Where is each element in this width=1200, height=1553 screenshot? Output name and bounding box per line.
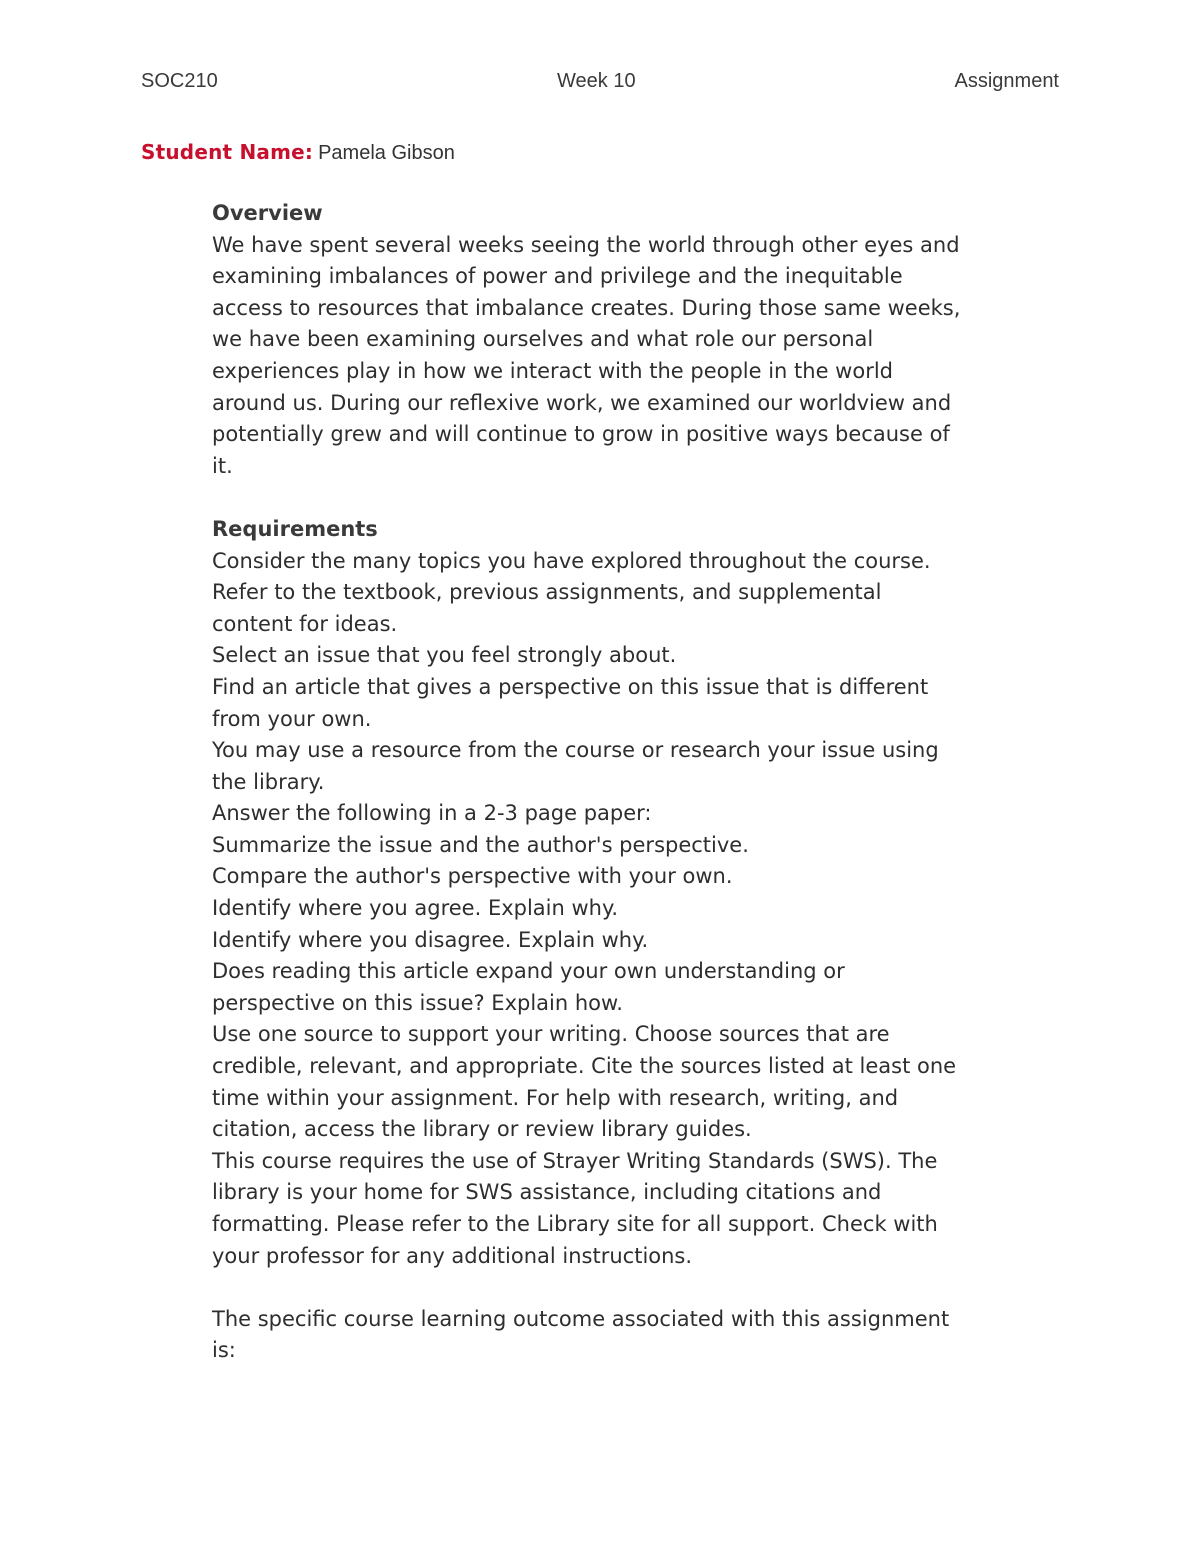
assignment-body xyxy=(212,198,1072,1367)
requirements-line: Answer the following in a 2-3 page paper: xyxy=(212,801,652,826)
requirements-line: Select an issue that you feel strongly about. xyxy=(212,643,677,668)
overview-line: it. xyxy=(212,453,233,478)
requirements-line: Identify where you agree. Explain why. xyxy=(212,896,619,921)
requirements-line: citation, access the library or review library guides. xyxy=(212,1117,752,1142)
requirements-line: perspective on this issue? Explain how. xyxy=(212,990,623,1015)
overview-heading: Overview xyxy=(212,201,323,225)
requirements-line: Use one source to support your writing. Choose sources that are xyxy=(212,1022,890,1047)
requirements-line: from your own. xyxy=(212,706,372,731)
student-name-value: Pamela Gibson xyxy=(318,142,455,164)
overview-line: we have been examining ourselves and what role our personal xyxy=(212,327,874,352)
header-week: Week 10 xyxy=(557,70,636,92)
requirements-line: This course requires the use of Strayer Writing Standards (SWS). The xyxy=(212,1148,938,1173)
header-doc-type: Assignment xyxy=(954,70,1059,92)
requirements-line: Refer to the textbook, previous assignments, and supplemental xyxy=(212,580,882,605)
page-header xyxy=(141,70,1059,98)
requirements-line: Identify where you disagree. Explain why. xyxy=(212,927,649,952)
requirements-line: the library. xyxy=(212,769,325,794)
learning-outcome-section xyxy=(212,1304,1072,1367)
requirements-line: formatting. Please refer to the Library site for all support. Check with xyxy=(212,1212,938,1236)
requirements-line: time within your assignment. For help with research, writing, and xyxy=(212,1085,899,1110)
overview-line: potentially grew and will continue to grow in positive ways because of xyxy=(212,422,950,447)
requirements-line: Consider the many topics you have explored throughout the course. xyxy=(212,548,931,573)
requirements-line: credible, relevant, and appropriate. Cite the sources listed at least one xyxy=(212,1054,957,1079)
outcome-line: The specific course learning outcome associated with this assignment xyxy=(212,1306,950,1331)
requirements-line: Does reading this article expand your own understanding or xyxy=(212,959,845,984)
requirements-line: library is your home for SWS assistance, including citations and xyxy=(212,1180,882,1205)
student-name-label: Student Name: xyxy=(141,140,314,164)
requirements-line: content for ideas. xyxy=(212,611,398,636)
section-spacer xyxy=(212,482,1072,514)
overview-section xyxy=(212,230,1072,483)
overview-line: examining imbalances of power and privilege and the inequitable xyxy=(212,264,903,289)
requirements-heading: Requirements xyxy=(212,516,378,541)
requirements-line: Find an article that gives a perspective on this issue that is different xyxy=(212,674,929,699)
overview-line: access to resources that imbalance creates. During those same weeks, xyxy=(212,295,961,320)
section-spacer xyxy=(212,1272,1072,1304)
requirements-line: You may use a resource from the course or research your issue using xyxy=(212,738,939,763)
outcome-line: is: xyxy=(212,1338,236,1363)
header-course-code: SOC210 xyxy=(141,70,218,92)
requirements-line: your professor for any additional instructions. xyxy=(212,1243,693,1268)
student-name-line xyxy=(141,140,455,165)
requirements-section xyxy=(212,546,1072,1273)
overview-line: experiences play in how we interact with the people in the world xyxy=(212,358,894,383)
requirements-line: Compare the author's perspective with your own. xyxy=(212,864,733,889)
requirements-line: Summarize the issue and the author's perspective. xyxy=(212,832,749,857)
overview-line: We have spent several weeks seeing the world through other eyes and xyxy=(212,232,960,257)
overview-line: around us. During our reflexive work, we examined our worldview and xyxy=(212,390,952,415)
